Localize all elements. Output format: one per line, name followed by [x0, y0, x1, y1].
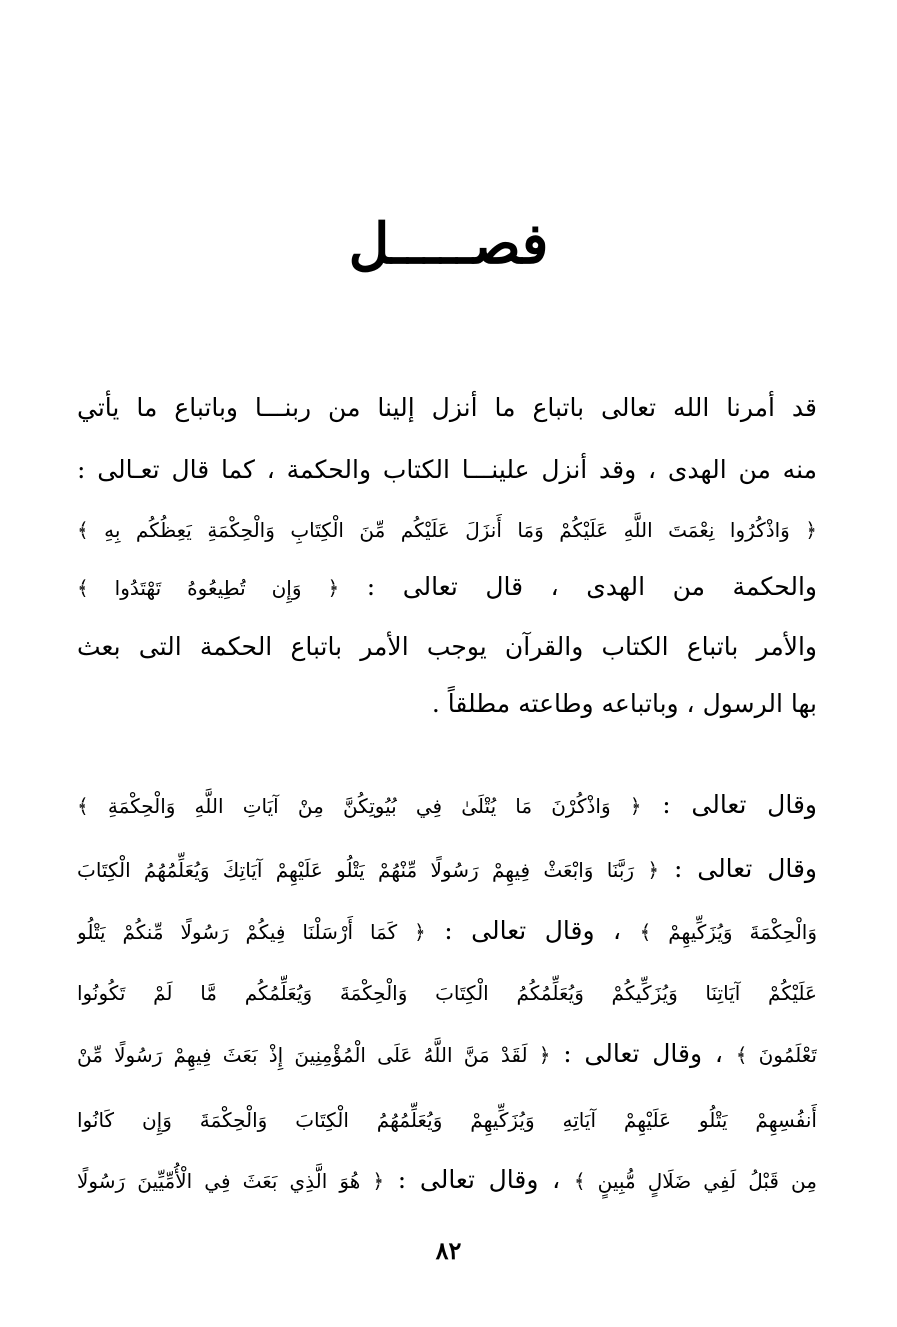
- quran-verse: عَلَيْكُمْ آيَاتِنَا وَيُزَكِّيكُمْ وَيُعَلِّمُكُمُ الْكِتَابَ وَالْحِكْمَةَ وَيُعَلِّمُكُم مَّا لَمْ تَكُونُوا: [77, 981, 817, 1005]
- quran-verse: ﴿ وَاذْكُرْنَ مَا يُتْلَىٰ فِي بُيُوتِكُنَّ مِنْ آيَاتِ اللَّهِ وَالْحِكْمَةِ ﴾: [77, 794, 642, 818]
- line-text: ، وقال تعالى :: [563, 1039, 723, 1068]
- line-text: وقال تعالى :: [673, 854, 817, 883]
- quran-verse: وَالْحِكْمَةَ وَيُزَكِّيهِمْ ﴾: [639, 920, 817, 944]
- page-number: ٨٢: [435, 1236, 462, 1265]
- text-line: بها الرسول ، وباتباعه وطاعته مطلقاً .: [431, 689, 817, 718]
- quran-verse: أَنفُسِهِمْ يَتْلُو عَلَيْهِمْ آيَاتِهِ وَيُزَكِّيهِمْ وَيُعَلِّمُهُمُ الْكِتَابَ وَالْحِكْمَةَ وَإِن كَانُوا: [77, 1108, 817, 1132]
- text-line: [77, 785, 817, 825]
- section-title: فصـــــل: [348, 211, 549, 277]
- text-line: [77, 1034, 817, 1074]
- text-line: [77, 1160, 817, 1200]
- quran-verse: تَعْلَمُونَ ﴾: [735, 1043, 817, 1067]
- quran-verse: ﴿ هُوَ الَّذِي بَعَثَ فِي الْأُمِّيِّينَ رَسُولًا: [77, 1169, 385, 1193]
- section-heading: [0, 212, 897, 282]
- quran-verse: ﴿ وَإِن تُطِيعُوهُ تَهْتَدُوا ﴾: [77, 576, 340, 600]
- line-text: ، وقال تعالى :: [444, 916, 622, 945]
- quran-verse-line: [77, 1099, 817, 1139]
- text-line: قد أمرنا الله تعالى باتباع ما أنزل إلينا من ربنـــا وباتباع ما يأتي: [77, 393, 817, 422]
- text-line: [77, 567, 817, 607]
- text-line: [77, 911, 817, 951]
- quran-verse: ﴿ رَبَّنَا وَابْعَثْ فِيهِمْ رَسُولًا مِّنْهُمْ يَتْلُو عَلَيْهِمْ آيَاتِكَ وَيُعَلِّمُهُمُ الْكِتَابَ: [77, 858, 660, 882]
- quran-verse: مِن قَبْلُ لَفِي ضَلَالٍ مُّبِينٍ ﴾: [573, 1169, 817, 1193]
- quran-verse: ﴿ لَقَدْ مَنَّ اللَّهُ عَلَى الْمُؤْمِنِينَ إِذْ بَعَثَ فِيهِمْ رَسُولًا مِّنْ: [77, 1043, 551, 1067]
- quran-verse: ﴿ وَاذْكُرُوا نِعْمَتَ اللَّهِ عَلَيْكُمْ وَمَا أَنزَلَ عَلَيْكُم مِّنَ الْكِتَابِ وَالْحِكْمَةِ يَعِظُكُم بِهِ ﴾: [77, 518, 817, 542]
- line-text: وقال تعالى :: [662, 790, 817, 819]
- text-line: منه من الهدى ، وقد أنزل علينـــا الكتاب والحكمة ، كما قال تعـالى :: [77, 455, 817, 484]
- line-text: ، وقال تعالى :: [397, 1165, 561, 1194]
- quran-verse: ﴿ كَمَا أَرْسَلْنَا فِيكُمْ رَسُولًا مِّنكُمْ يَتْلُو: [77, 920, 426, 944]
- quran-verse-line: [77, 972, 817, 1012]
- text-line: والأمر باتباع الكتاب والقرآن يوجب الأمر باتباع الحكمة التى بعث: [77, 632, 817, 661]
- text-line: [77, 849, 817, 889]
- line-text: والحكمة من الهدى ، قال تعالى :: [366, 572, 817, 601]
- quran-verse-line: [77, 509, 817, 549]
